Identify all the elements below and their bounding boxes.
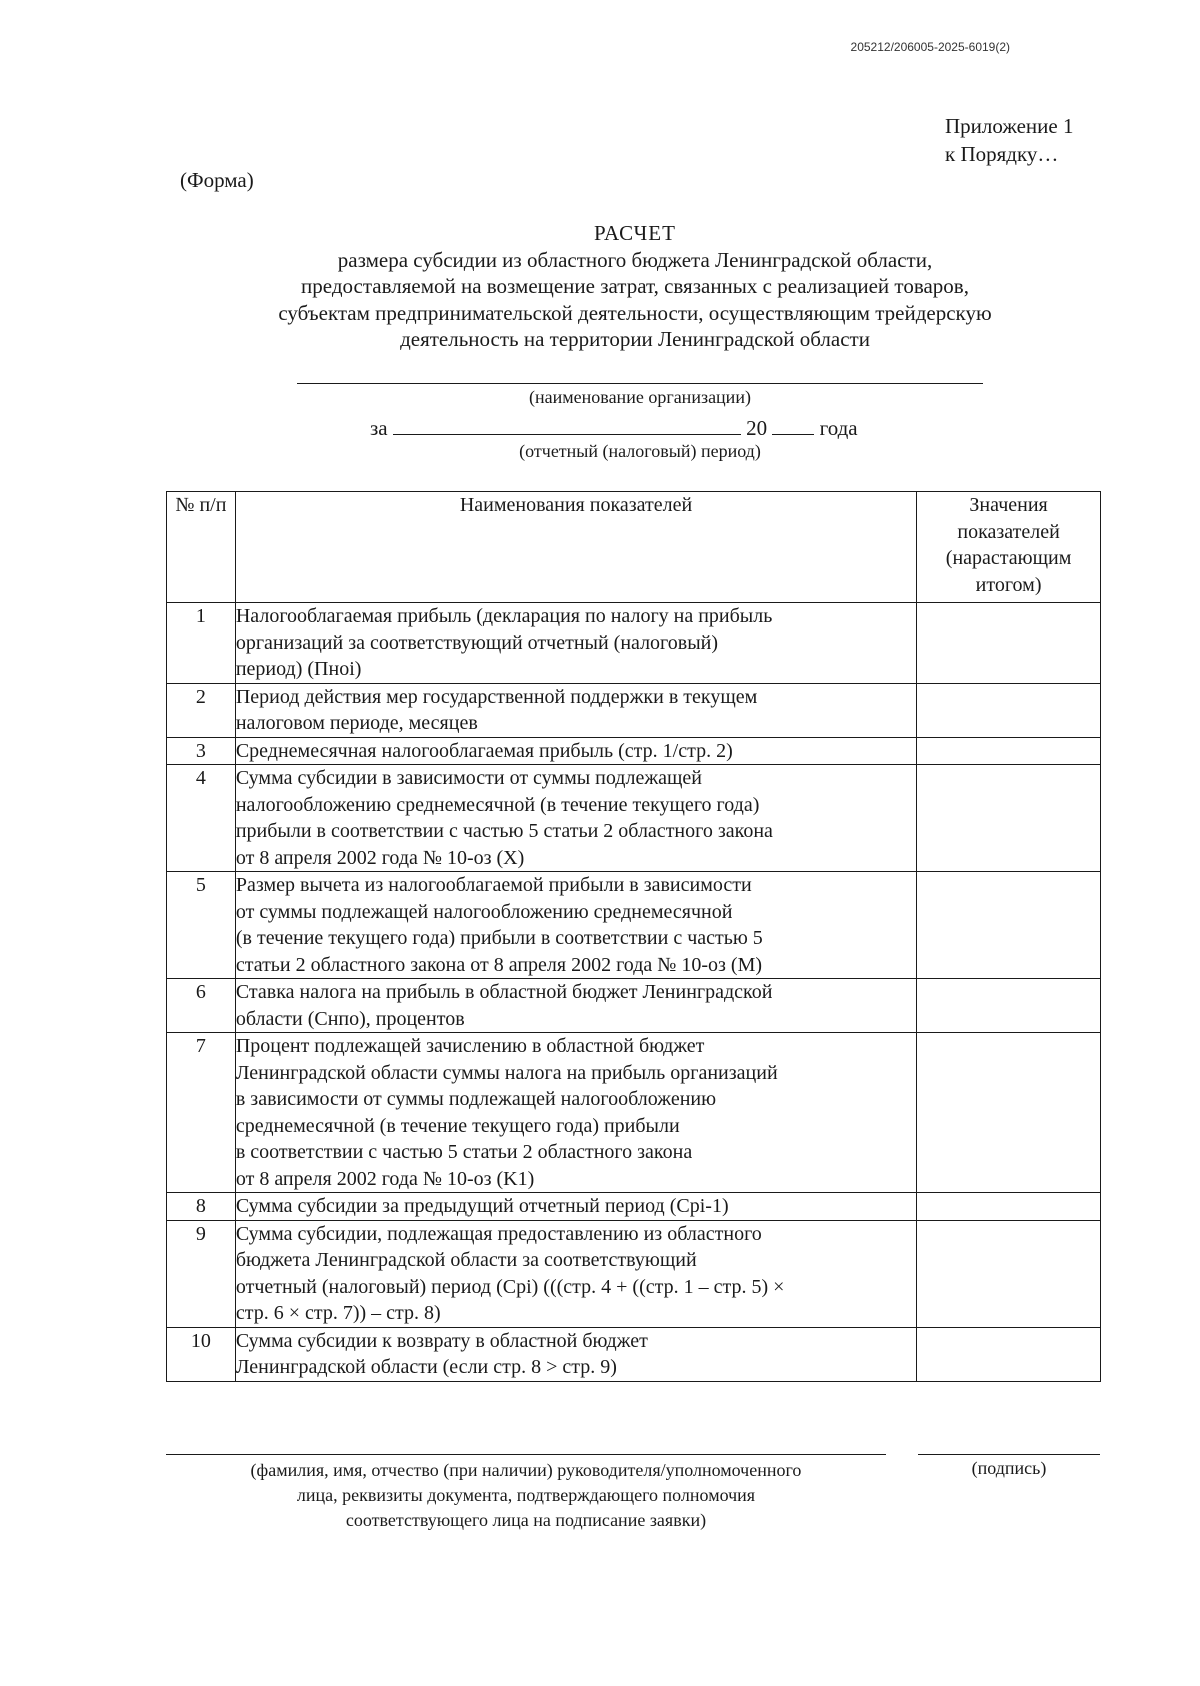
table-body bbox=[167, 603, 1101, 1382]
indicator-name-line: стр. 6 × стр. 7)) – стр. 8) bbox=[235, 1302, 441, 1324]
row-number: 6 bbox=[167, 979, 236, 1033]
header-name: Наименования показателей bbox=[235, 492, 916, 603]
row-number: 9 bbox=[167, 1220, 236, 1327]
indicator-name-line: Сумма субсидии за предыдущий отчетный период (Сpi-1) bbox=[235, 1195, 729, 1217]
indicator-name bbox=[235, 603, 916, 684]
row-number: 10 bbox=[167, 1327, 236, 1381]
indicator-name bbox=[235, 683, 916, 737]
title-line-2: предоставляемой на возмещение затрат, связанных с реализацией товаров, bbox=[301, 274, 969, 298]
indicator-name-line: прибыли в соответствии с частью 5 статьи 2 областного закона bbox=[235, 820, 773, 842]
period-row bbox=[370, 414, 858, 441]
indicator-name-line: Период действия мер государственной поддержки в текущем bbox=[235, 685, 758, 708]
table-header-row bbox=[167, 492, 1101, 603]
name-caption bbox=[166, 1458, 886, 1533]
header-value: Значения показателей (нарастающим итогом) bbox=[917, 492, 1101, 603]
organization-blank-line bbox=[297, 383, 983, 384]
table-row bbox=[167, 683, 1101, 737]
indicator-name-line: среднемесячной (в течение текущего года) прибыли bbox=[235, 1114, 680, 1137]
table-row bbox=[167, 979, 1101, 1033]
indicator-value bbox=[917, 1193, 1101, 1221]
indicator-name-line: Налогооблагаемая прибыль (декларация по налогу на прибыль bbox=[235, 605, 773, 627]
indicator-name-line: Ленинградской области суммы налога на прибыль организаций bbox=[235, 1061, 778, 1084]
table-row bbox=[167, 603, 1101, 684]
indicator-value bbox=[917, 1327, 1101, 1381]
indicator-name-line: Среднемесячная налогооблагаемая прибыль (стр. 1/стр. 2) bbox=[235, 739, 733, 762]
indicator-name bbox=[235, 1327, 916, 1381]
indicator-value bbox=[917, 737, 1101, 765]
indicator-name bbox=[235, 737, 916, 765]
indicator-name-line: Ленинградской области (если стр. 8 > стр. 9) bbox=[235, 1356, 617, 1378]
indicator-name-line: налогообложению среднемесячной (в течение текущего года) bbox=[235, 793, 760, 816]
indicator-value bbox=[917, 683, 1101, 737]
indicator-name-line: (в течение текущего года) прибыли в соответствии с частью 5 bbox=[235, 927, 763, 949]
period-blank bbox=[393, 414, 741, 435]
indicator-name bbox=[235, 872, 916, 979]
title-main: РАСЧЕТ bbox=[594, 221, 676, 245]
indicator-name bbox=[235, 1193, 916, 1221]
indicator-name-line: период) (Пноi) bbox=[235, 658, 362, 680]
indicator-name-line: от 8 апреля 2002 года № 10-оз (X) bbox=[235, 846, 525, 869]
name-caption-line-2: лица, реквизиты документа, подтверждающего полномочия bbox=[296, 1485, 756, 1505]
appendix-line-2: к Порядку… bbox=[945, 142, 1059, 166]
period-suffix: года bbox=[819, 416, 858, 440]
table-row bbox=[167, 1033, 1101, 1193]
name-signature-line bbox=[166, 1454, 886, 1455]
title-line-4: деятельность на территории Ленинградской области bbox=[400, 327, 870, 351]
document-id: 205212/206005-2025-6019(2) bbox=[850, 40, 1010, 54]
indicator-name-line: в соответствии с частью 5 статьи 2 областного закона bbox=[235, 1141, 693, 1163]
row-number: 4 bbox=[167, 765, 236, 872]
appendix-reference bbox=[945, 112, 1073, 168]
indicator-name bbox=[235, 1033, 916, 1193]
document-title bbox=[200, 220, 1070, 353]
table-row bbox=[167, 872, 1101, 979]
indicator-name bbox=[235, 765, 916, 872]
appendix-line-1: Приложение 1 bbox=[945, 114, 1074, 138]
title-line-1: размера субсидии из областного бюджета Ленинградской области, bbox=[337, 247, 933, 272]
form-label: (Форма) bbox=[180, 168, 254, 192]
indicator-value bbox=[917, 1033, 1101, 1193]
indicator-value bbox=[917, 765, 1101, 872]
row-number: 7 bbox=[167, 1033, 236, 1193]
table-row bbox=[167, 737, 1101, 765]
period-year-prefix: 20 bbox=[746, 416, 768, 440]
signature-caption: (подпись) bbox=[971, 1458, 1047, 1478]
indicator-name bbox=[235, 1220, 916, 1327]
name-caption-line-3: соответствующего лица на подписание заявки) bbox=[345, 1510, 707, 1530]
row-number: 5 bbox=[167, 872, 236, 979]
period-caption: (отчетный (налоговый) период) bbox=[519, 441, 761, 461]
table-row bbox=[167, 1193, 1101, 1221]
indicator-name-line: Сумма субсидии, подлежащая предоставлению из областного bbox=[235, 1222, 762, 1245]
indicator-name-line: Сумма субсидии к возврату в областной бюджет bbox=[235, 1329, 648, 1352]
name-caption-line-1: (фамилия, имя, отчество (при наличии) руководителя/уполномоченного bbox=[250, 1460, 802, 1480]
row-number: 2 bbox=[167, 683, 236, 737]
indicator-name-line: налоговом периоде, месяцев bbox=[235, 712, 478, 734]
indicator-name-line: от 8 апреля 2002 года № 10-оз (K1) bbox=[235, 1167, 535, 1190]
row-number: 8 bbox=[167, 1193, 236, 1221]
table-row bbox=[167, 1327, 1101, 1381]
indicator-name-line: Процент подлежащей зачислению в областной бюджет bbox=[235, 1035, 705, 1057]
indicator-value bbox=[917, 1220, 1101, 1327]
table-row bbox=[167, 1220, 1101, 1327]
title-line-3: субъектам предпринимательской деятельности, осуществляющим трейдерскую bbox=[278, 300, 992, 325]
row-number: 3 bbox=[167, 737, 236, 765]
period-year-blank bbox=[772, 414, 814, 435]
indicator-name-line: статьи 2 областного закона от 8 апреля 2002 года № 10-оз (M) bbox=[235, 953, 763, 976]
organization-caption: (наименование организации) bbox=[529, 387, 751, 407]
row-number: 1 bbox=[167, 603, 236, 684]
indicator-name-line: от суммы подлежащей налогообложению среднемесячной bbox=[235, 900, 733, 923]
indicator-name-line: области (Снпо), процентов bbox=[235, 1007, 465, 1030]
indicator-name-line: Сумма субсидии в зависимости от суммы подлежащей bbox=[235, 767, 702, 789]
header-num: № п/п bbox=[167, 492, 236, 603]
indicator-name-line: Размер вычета из налогооблагаемой прибыли в зависимости bbox=[235, 874, 752, 896]
indicator-name-line: организаций за соответствующий отчетный (налоговый) bbox=[235, 631, 719, 654]
indicator-value bbox=[917, 603, 1101, 684]
calculation-table bbox=[166, 491, 1101, 1382]
indicator-name-line: отчетный (налоговый) период (Сpi) (((стр. 4 + ((стр. 1 – стр. 5) × bbox=[235, 1275, 785, 1298]
indicator-value bbox=[917, 872, 1101, 979]
table-row bbox=[167, 765, 1101, 872]
indicator-value bbox=[917, 979, 1101, 1033]
indicator-name-line: в зависимости от суммы подлежащей налогообложению bbox=[235, 1088, 717, 1110]
signature-line bbox=[918, 1454, 1100, 1455]
indicator-name-line: Ставка налога на прибыль в областной бюджет Ленинградской bbox=[235, 981, 773, 1003]
period-prefix: за bbox=[370, 416, 388, 440]
indicator-name-line: бюджета Ленинградской области за соответствующий bbox=[235, 1249, 697, 1271]
indicator-name bbox=[235, 979, 916, 1033]
